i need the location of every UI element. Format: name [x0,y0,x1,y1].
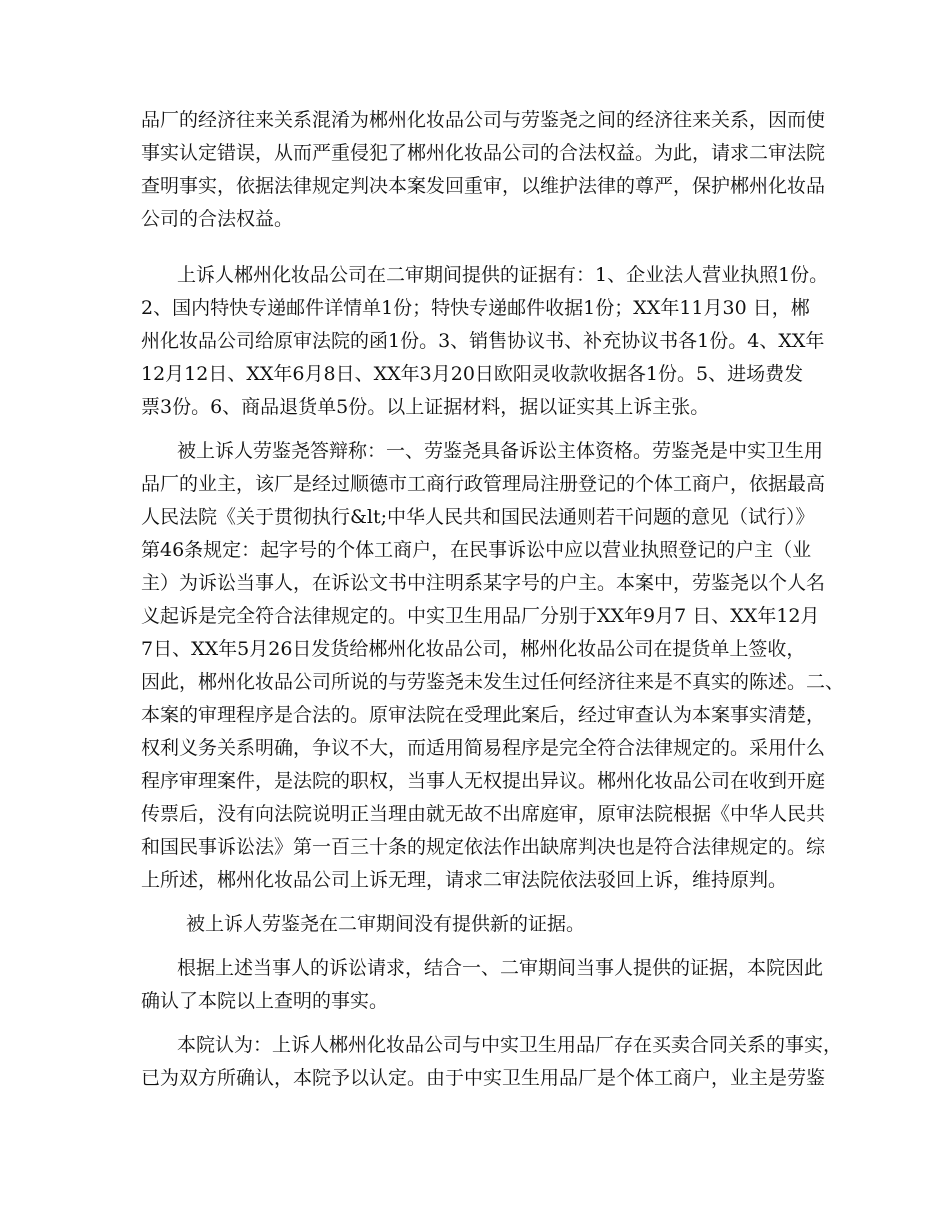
text-line: 查明事实，依据法律规定判决本案发回重审，以维护法律的尊严，保护郴州化妆品 [141,175,826,197]
text-line: 州化妆品公司给原审法院的函1份。3、销售协议书、补充协议书各1份。4、XX年 [141,330,825,352]
text-line: 品厂的经济往来关系混淆为郴州化妆品公司与劳鉴尧之间的经济往来关系，因而使 [141,109,826,131]
text-line: 主）为诉讼当事人，在诉讼文书中注明系某字号的户主。本案中，劳鉴尧以个人名 [141,572,826,594]
text-line: 和国民事诉讼法》第一百三十条的规定依法作出缺席判决也是符合法律规定的。综 [141,836,826,858]
text-line: 权利义务关系明确，争议不大，而适用简易程序是完全符合法律规定的。采用什么 [141,737,826,759]
text-line: 已为双方所确认，本院予以认定。由于中实卫生用品厂是个体工商户，业主是劳鉴 [141,1067,826,1089]
paragraph-start-line: 本院认为：上诉人郴州化妆品公司与中实卫生用品厂存在买卖合同关系的事实， [177,1034,843,1056]
text-line: 2、国内特快专递邮件详情单1份；特快专递邮件收据1份；XX年11月30 日，郴 [141,297,810,319]
paragraph-start-line: 上诉人郴州化妆品公司在二审期间提供的证据有：1、企业法人营业执照1份。 [177,264,829,286]
text-line: 传票后，没有向法院说明正当理由就无故不出席庭审，原审法院根据《中华人民共 [141,803,826,825]
paragraph-start-line: 被上诉人劳鉴尧在二审期间没有提供新的证据。 [186,913,586,935]
text-line: 程序审理案件，是法院的职权，当事人无权提出异议。郴州化妆品公司在收到开庭 [141,770,826,792]
text-line: 第46条规定：起字号的个体工商户，在民事诉讼中应以营业执照登记的户主（业 [141,539,812,561]
text-line: 品厂的业主，该厂是经过顺德市工商行政管理局注册登记的个体工商户，依据最高 [141,473,826,495]
text-line: 人民法院《关于贯彻执行&lt;中华人民共和国民法通则若干问题的意见（试行）》 [141,506,815,528]
paragraph-start-line: 被上诉人劳鉴尧答辩称：一、劳鉴尧具备诉讼主体资格。劳鉴尧是中实卫生用 [177,440,824,462]
text-line: 12月12日、XX年6月8日、XX年3月20日欧阳灵收款收据各1份。5、进场费发 [141,363,804,385]
text-line: 义起诉是完全符合法律规定的。中实卫生用品厂分别于XX年9月7 日、XX年12月 [141,605,820,627]
paragraph-start-line: 根据上述当事人的诉讼请求，结合一、二审期间当事人提供的证据，本院因此 [177,957,824,979]
text-line: 事实认定错误，从而严重侵犯了郴州化妆品公司的合法权益。为此，请求二审法院 [141,142,826,164]
text-line: 确认了本院以上查明的事实。 [141,990,389,1012]
text-line: 公司的合法权益。 [141,208,294,230]
text-line: 7日、XX年5月26日发货给郴州化妆品公司，郴州化妆品公司在提货单上签收， [141,638,806,660]
text-line: 本案的审理程序是合法的。原审法院在受理此案后，经过审查认为本案事实清楚， [141,704,826,726]
text-line: 因此，郴州化妆品公司所说的与劳鉴尧未发生过任何经济往来是不真实的陈述。二、 [141,671,845,693]
text-line: 上所述，郴州化妆品公司上诉无理，请求二审法院依法驳回上诉，维持原判。 [141,869,788,891]
text-line: 票3份。6、商品退货单5份。以上证据材料，据以证实其上诉主张。 [141,396,710,418]
